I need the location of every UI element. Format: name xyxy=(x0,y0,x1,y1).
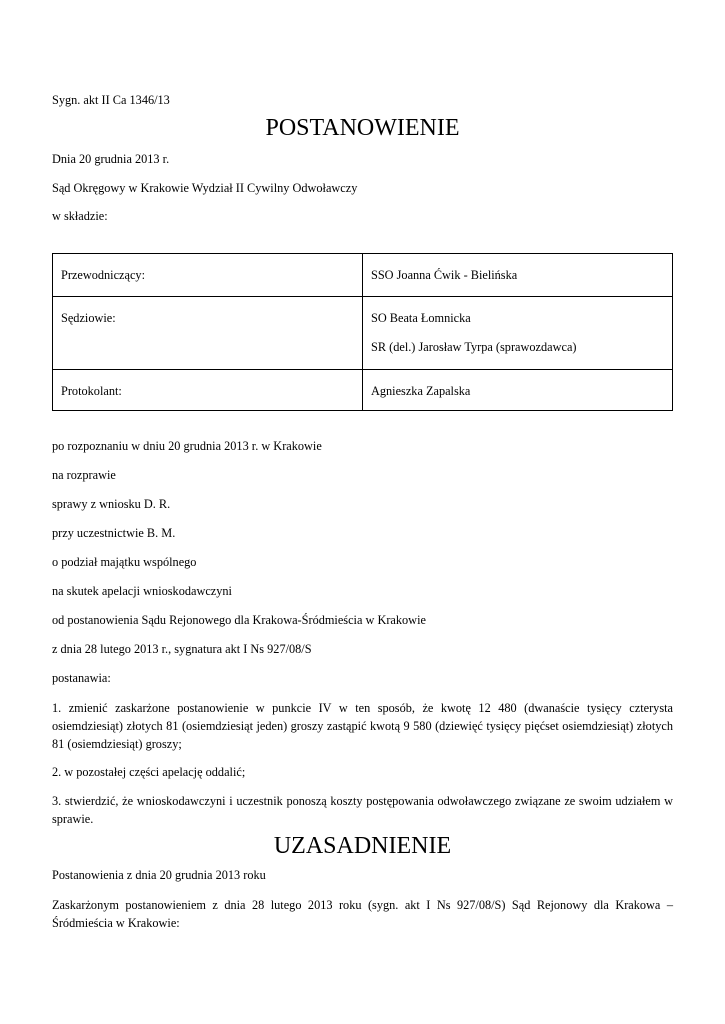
justification-title: UZASADNIENIE xyxy=(273,833,452,859)
clerk-label: Protokolant: xyxy=(53,370,363,411)
judge-name: SR (del.) Jarosław Tyrpa (sprawozdawca) xyxy=(371,340,577,354)
body-line: od postanowienia Sądu Rejonowego dla Krakowa-Śródmieścia w Krakowie xyxy=(52,613,426,627)
body-line: postanawia: xyxy=(52,671,111,685)
presiding-value: SSO Joanna Ćwik - Bielińska xyxy=(363,254,673,297)
table-row xyxy=(53,297,673,370)
table-row xyxy=(53,370,673,411)
table-row xyxy=(53,254,673,297)
ruling-item: 3. stwierdzić, że wnioskodawczyni i uczestnik ponoszą koszty postępowania odwoławczego związane ze swoim udziałem w sprawie. xyxy=(52,794,673,826)
composition-label: w składzie: xyxy=(52,209,108,223)
case-signature: Sygn. akt II Ca 1346/13 xyxy=(52,93,170,107)
justification-subtitle: Postanowienia z dnia 20 grudnia 2013 roku xyxy=(52,868,266,882)
body-line: o podział majątku wspólnego xyxy=(52,555,197,569)
clerk-value: Agnieszka Zapalska xyxy=(363,370,673,411)
body-line: z dnia 28 lutego 2013 r., sygnatura akt I Ns 927/08/S xyxy=(52,642,312,656)
court-line: Sąd Okręgowy w Krakowie Wydział II Cywilny Odwoławczy xyxy=(52,181,358,195)
ruling-item: 2. w pozostałej części apelację oddalić; xyxy=(52,765,246,779)
body-line: na skutek apelacji wnioskodawczyni xyxy=(52,584,232,598)
composition-table xyxy=(52,253,673,411)
body-line: sprawy z wniosku D. R. xyxy=(52,497,171,511)
body-line: przy uczestnictwie B. M. xyxy=(52,526,176,540)
justification-paragraph: Zaskarżonym postanowieniem z dnia 28 lutego 2013 roku (sygn. akt I Ns 927/08/S) Sąd Rejonowy dla Krakowa – Śródmieścia w Krakowie: xyxy=(52,898,673,930)
body-line: po rozpoznaniu w dniu 20 grudnia 2013 r. w Krakowie xyxy=(52,439,322,453)
ruling-item: 1. zmienić zaskarżone postanowienie w punkcie IV w ten sposób, że kwotę 12 480 (dwanaście tysięcy czterysta osiemdziesiąt) złotych 81 (osiemdziesiąt jeden) groszy zastąpić kwotą 9 580 (dziewięć tysięcy pięćset osiemdziesiąt) złotych 81 (osiemdziesiąt) groszy; xyxy=(52,701,673,751)
presiding-label: Przewodniczący: xyxy=(53,254,363,297)
judges-label: Sędziowie: xyxy=(53,297,363,370)
judge-name: SO Beata Łomnicka xyxy=(371,311,471,325)
body-line: na rozprawie xyxy=(52,468,116,482)
date-line: Dnia 20 grudnia 2013 r. xyxy=(52,152,170,166)
document-title: POSTANOWIENIE xyxy=(265,115,460,141)
judges-cell xyxy=(363,297,673,370)
